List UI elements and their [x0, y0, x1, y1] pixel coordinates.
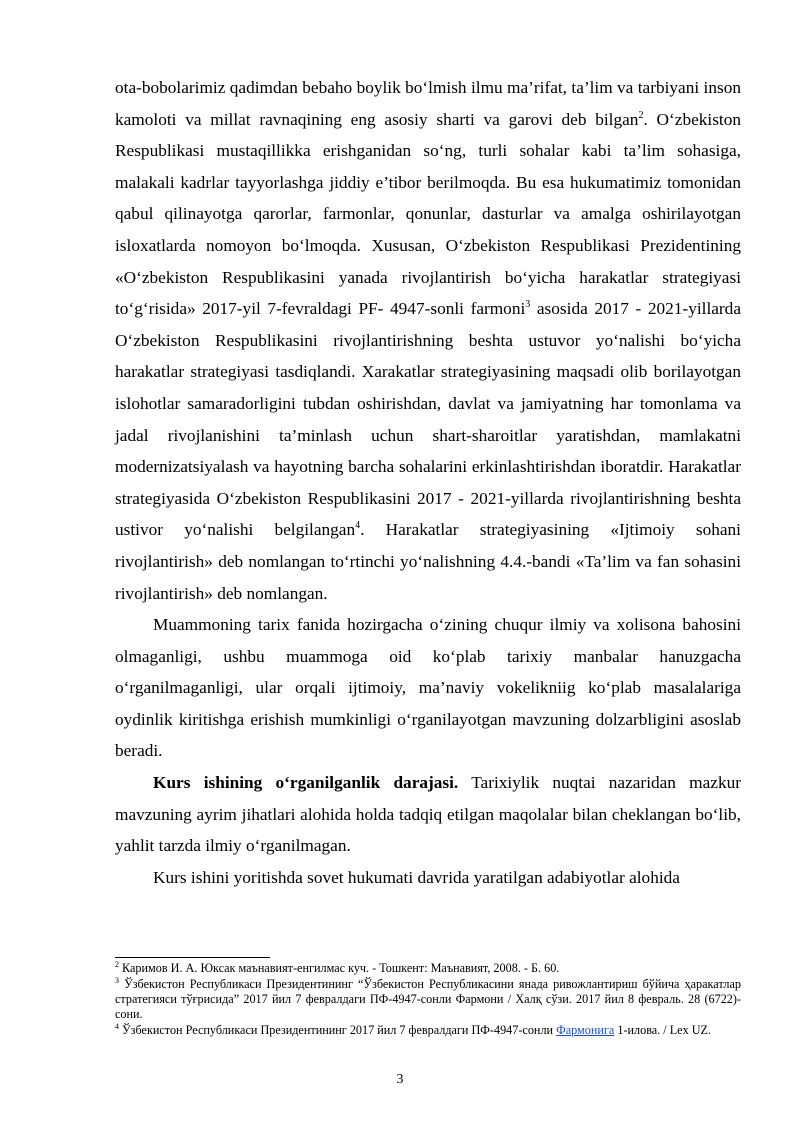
footnotes: [115, 961, 741, 1039]
footnote-text: Ўзбекистон Республикаси Президентининг “Ўзбекистон Республикасини янада ривожлантириш бўйича ҳаракатлар стратегияси тўғрисида” 2017 йил 7 февралдаги ПФ-4947-сонли Фармони / Халқ сўзи. 2017 йил 8 февраль. 28 (6722)-сони.: [115, 976, 741, 1022]
section-heading: Kurs ishining o‘rganilganlik darajasi.: [153, 773, 459, 793]
footnote-text: Ўзбекистон Республикаси Президентининг 2017 йил 7 февралдаги ПФ-4947-сонли: [119, 1022, 557, 1037]
paragraph-5: Kurs ishini yoritishda sovet hukumati davrida yaratilgan adabiyotlar alohida: [153, 867, 680, 887]
footnote-ref-3: 3: [525, 299, 531, 311]
paragraph-text: Tarixiylik nuqtai nazaridan mazkur mavzuning ayrim jihatlari alohida holda tadqiq etilgan maqolalar bilan cheklangan bo‘lib, yahlit tarzda ilmiy o‘rganilmagan.: [115, 773, 742, 856]
footnote-number: 2: [115, 959, 119, 969]
paragraph-3: Muammoning tarix fanida hozirgacha o‘zining chuqur ilmiy va xolisona bahosini olmaganligi, ushbu muammoga oid ko‘plab tarixiy manbalar hanuzgacha o‘rganilmaganligi, ular orqali ijtimoiy, ma’naviy vokelikniig ko‘plab masalalariga oydinlik kiritishga erishish mumkinligi o‘rganilayotgan mavzuning dolzarbligini asoslab beradi.: [115, 615, 741, 761]
footnote-4: [115, 1023, 741, 1038]
paragraph-text: ota-bobolarimiz qadimdan bebaho boylik bo‘lmish ilmu ma’rifat, ta’lim va tarbiyani inson kamoloti va millat ravnaqining eng asosiy sharti va garovi deb bilgan: [115, 78, 741, 129]
footnote-3: [115, 977, 741, 1023]
paragraph-4: [115, 767, 741, 862]
footnote-text: Каримов И. А. Юксак маънавият-енгилмас куч. - Тошкент: Маънавият, 2008. - Б. 60.: [119, 961, 560, 975]
footnote-text: 1-илова. / Lex UZ.: [614, 1022, 712, 1037]
footnote-2: [115, 961, 741, 976]
page-number: 3: [396, 1072, 404, 1087]
footnote-ref-4: 4: [355, 520, 361, 532]
footnote-number: 3: [115, 975, 119, 985]
footnote-link[interactable]: Фармонига: [556, 1022, 615, 1037]
footnote-divider: [115, 957, 270, 958]
footnote-number: 4: [115, 1021, 119, 1031]
paragraph-text: . Harakatlar strategiyasining «Ijtimoiy sohani rivojlantirish» deb nomlangan to‘rtinchi yo‘nalishning 4.4.-bandi «Ta’lim va fan sohasini rivojlantirish» deb nomlangan.: [115, 520, 741, 603]
paragraph-text: asosida 2017 - 2021-yillarda O‘zbekiston Respublikasini rivojlantirishning beshta ustuvor yo‘nalishi bo‘yicha harakatlar strategiyasi tasdiqlandi. Xarakatlar strategiyasining maqsadi olib borilayotgan islohotlar samaradorligini tubdan oshirishdan, davlat va jamiyatning har tomonlama va jadal rivojlanishini ta’minlash uchun shart-sharoitlar yaratishdan, mamlakatni modernizatsiyalash va hayotning barcha sohalarini erkinlashtirishdan iboratdir. Harakatlar strategiyasida O‘zbekiston Respublikasini 2017 - 2021-yillarda rivojlantirishning beshta ustivor yo‘nalishi belgilangan: [115, 299, 741, 540]
paragraph-text: . O‘zbekiston Respublikasi mustaqillikka erishganidan so‘ng, turli sohalar kabi ta’lim sohasiga, malakali kadrlar tayyorlashga jiddiy e’tibor berilmoqda. Bu esa hukumatimiz tomonidan qabul qilinayotga qarorlar, farmonlar, qonunlar, dasturlar va amalga oshirilayotgan isloxatlarda nomoyon bo‘lmoqda. Xususan, O‘zbekiston Respublikasi Prezidentining «O‘zbekiston Respublikasini yanada rivojlantirish bo‘yicha harakatlar strategiyasi to‘g‘risida» 2017-yil 7-fevraldagi PF- 4947-sonli farmoni: [115, 109, 742, 319]
footnote-ref-2: 2: [638, 109, 644, 121]
main-text: [115, 72, 741, 893]
paragraph-1: [115, 72, 741, 609]
